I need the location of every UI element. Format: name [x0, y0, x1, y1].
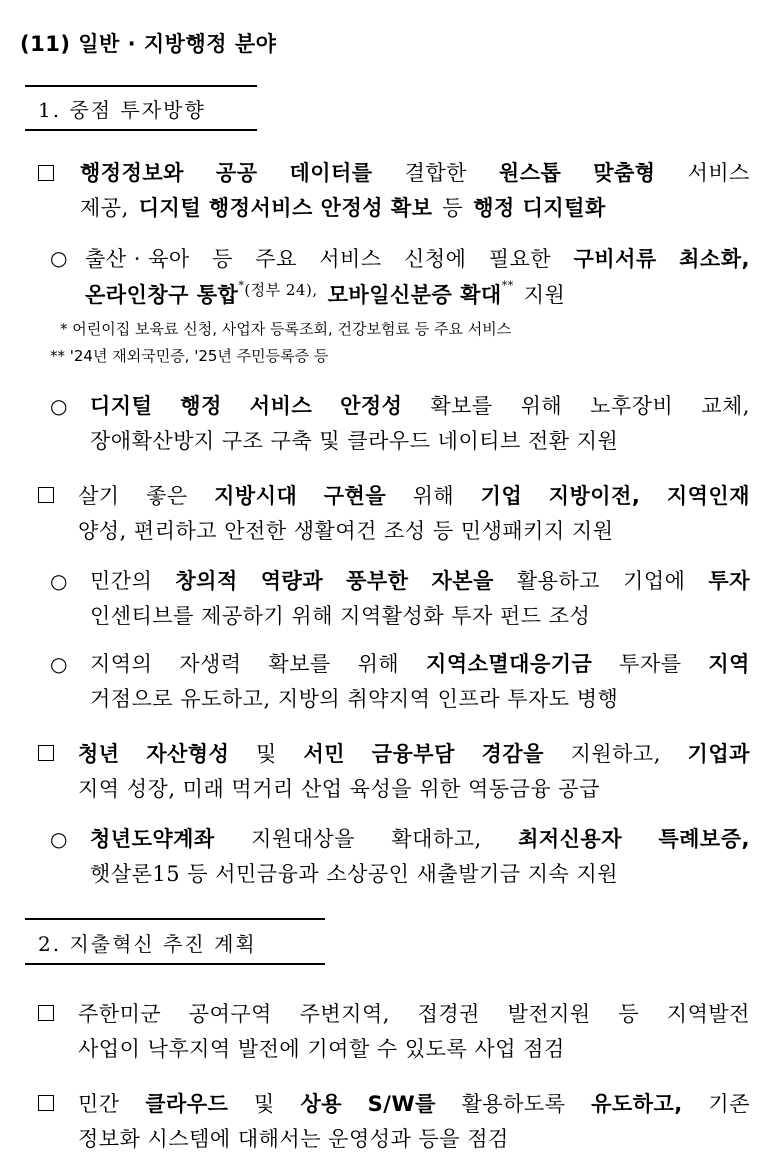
- paragraph-line: [90, 600, 590, 630]
- section-rule-bottom: [25, 963, 325, 965]
- text-word: 결합한: [404, 161, 467, 185]
- text-word: 클라우드: [145, 1092, 229, 1116]
- text-word: 지역소멸대응기금: [426, 652, 593, 676]
- paragraph-line: [90, 425, 618, 455]
- text-word: 행정 디지털화: [473, 196, 606, 220]
- text-word: 주변지역,: [299, 1002, 390, 1026]
- text-word: 서비스: [687, 161, 750, 185]
- text-word: 자생력: [179, 652, 242, 676]
- section-rule-bottom: [25, 129, 257, 131]
- text-word: 청년도약계좌: [90, 827, 215, 851]
- text-word: 서비스: [249, 394, 313, 418]
- text-word: 기존: [708, 1092, 750, 1116]
- section-rule-top: [25, 918, 325, 920]
- text-word: 주요: [255, 247, 297, 271]
- text-word: 기업에: [623, 569, 686, 593]
- paragraph-line: [78, 1088, 750, 1118]
- section-title-2: 2. 지출혁신 추진 계획: [38, 932, 257, 956]
- text-word: 공여구역: [188, 1002, 272, 1026]
- text-word: 및: [254, 1092, 275, 1116]
- footnote-2: ** '24년 재외국민증, '25년 주민등록증 등: [50, 347, 329, 365]
- paragraph-line: [90, 648, 750, 678]
- text-word: 구비서류: [573, 247, 657, 271]
- text-word: 기업: [480, 484, 523, 508]
- paragraph-line: [85, 279, 565, 309]
- text-word: 최소화,: [679, 247, 750, 271]
- text-word: 지원하고,: [570, 742, 661, 766]
- text-word: 역량과: [260, 569, 324, 593]
- text-word: 교체,: [701, 394, 750, 418]
- text-word: 행정: [180, 394, 222, 418]
- paragraph-line: [90, 858, 618, 888]
- text-word: 지방시대: [214, 484, 298, 508]
- text-word: 접경권: [417, 1002, 480, 1026]
- text-word: 공공: [215, 161, 258, 185]
- footnote-mark: **: [501, 279, 514, 292]
- text-word: 지원대상을: [251, 827, 356, 851]
- paragraph-line: [85, 243, 750, 273]
- text-word: 행정정보와: [80, 161, 184, 185]
- text-word: 디지털 행정서비스 안정성 확보: [138, 196, 433, 220]
- paragraph-line: [90, 683, 618, 713]
- text-word: 서비스: [319, 247, 382, 271]
- text-line: 지역 성장, 미래 먹거리 산업 육성을 위한 역동금융 공급: [78, 777, 600, 801]
- text-word: 자산형성: [146, 742, 230, 766]
- text-word: 좋은: [146, 484, 188, 508]
- text-word: 지역: [708, 652, 750, 676]
- text-word: 지역의: [90, 652, 153, 676]
- text-word: 위해: [412, 484, 455, 508]
- text-line: 거점으로 유도하고, 지방의 취약지역 인프라 투자도 병행: [90, 687, 619, 711]
- text-word: 확보를: [430, 394, 493, 418]
- text-word: 주한미군: [78, 1002, 162, 1026]
- checkbox-square-icon: [38, 1005, 54, 1021]
- text-line: 양성, 편리하고 안전한 생활여건 조성 등 민생패키지 지원: [78, 519, 614, 543]
- page-title: (11) 일반 · 지방행정 분야: [20, 32, 277, 56]
- text-word: 투자: [708, 569, 750, 593]
- text-word: 위해: [520, 394, 563, 418]
- text-word: 특례보증,: [658, 827, 750, 851]
- checkbox-square-icon: [38, 487, 54, 503]
- text-word: 지역인재: [666, 484, 750, 508]
- text-word: 발전지원: [507, 1002, 591, 1026]
- text-word: 최저신용자: [518, 827, 622, 851]
- text-line: 사업이 낙후지역 발전에 기여할 수 있도록 사업 점검: [78, 1037, 565, 1061]
- text-word: 노후장비: [590, 394, 674, 418]
- text-word: S/W를: [367, 1092, 436, 1116]
- text-word: 청년: [78, 742, 120, 766]
- text-word: 등: [618, 1002, 640, 1026]
- text-word: 및: [256, 742, 277, 766]
- text-line: 인센티브를 제공하기 위해 지역활성화 투자 펀드 조성: [90, 604, 591, 628]
- text-word: 온라인창구 통합: [85, 283, 239, 307]
- paragraph-line: [78, 738, 750, 768]
- text-word: 활용하도록: [461, 1092, 566, 1116]
- paragraph-line: [78, 480, 750, 510]
- text-word: 풍부한: [346, 569, 409, 593]
- text-word: 민간: [78, 1092, 120, 1116]
- paragraph-line: [78, 1033, 565, 1063]
- paragraph-line: [90, 390, 750, 420]
- text-word: 신청에: [404, 247, 467, 271]
- circle-bullet-icon: ○: [50, 246, 68, 270]
- circle-bullet-icon: ○: [50, 569, 68, 593]
- text-word: 자본을: [431, 569, 494, 593]
- text-word: 유도하고,: [591, 1092, 683, 1116]
- text-word: 출산 · 육아: [85, 247, 190, 271]
- text-word: 투자를: [619, 652, 682, 676]
- text-word: 디지털: [90, 394, 153, 418]
- circle-bullet-icon: ○: [50, 652, 68, 676]
- checkbox-square-icon: [38, 745, 54, 761]
- text-word: 기업과: [687, 742, 750, 766]
- text-word: 위해: [357, 652, 400, 676]
- text-line: 햇살론15 등 서민금융과 소상공인 새출발기금 지속 지원: [90, 862, 619, 886]
- section-rule-top: [25, 85, 257, 87]
- text-word: 상용: [300, 1092, 343, 1116]
- text-word: 안정성: [340, 394, 403, 418]
- text-word: 원스톱: [498, 161, 562, 185]
- text-line: 정보화 시스템에 대해서는 운영성과 등을 점검: [78, 1127, 509, 1151]
- text-word: 확대하고,: [391, 827, 482, 851]
- text-word: 금융부담: [371, 742, 455, 766]
- paragraph-line: [80, 157, 750, 187]
- footnote-1: * 어린이집 보육료 신청, 사업자 등록조회, 건강보험료 등 주요 서비스: [60, 320, 512, 338]
- circle-bullet-icon: ○: [50, 394, 68, 418]
- text-word: 모바일신분증 확대: [327, 283, 502, 307]
- text-word: 맞춤형: [593, 161, 656, 185]
- text-word: 등: [442, 196, 464, 220]
- text-word: 지역발전: [666, 1002, 750, 1026]
- paragraph-line: [78, 773, 600, 803]
- paragraph-line: [80, 192, 606, 222]
- text-line: 장애확산방지 구조 구축 및 클라우드 네이티브 전환 지원: [90, 429, 619, 453]
- text-word: 필요한: [488, 247, 552, 271]
- text-word: 활용하고: [516, 569, 601, 593]
- text-word: 민간의: [90, 569, 153, 593]
- text-word: 경감을: [481, 742, 544, 766]
- section-title-1: 1. 중점 투자방향: [38, 98, 206, 122]
- text-word: 확보를: [268, 652, 331, 676]
- text-word: 창의적: [175, 569, 238, 593]
- checkbox-square-icon: [38, 165, 54, 181]
- text-word: 지방이전,: [548, 484, 641, 508]
- text-word: 등: [212, 247, 233, 271]
- text-word: (정부 24),: [244, 281, 318, 299]
- paragraph-line: [78, 1123, 509, 1153]
- paragraph-line: [90, 565, 750, 595]
- circle-bullet-icon: ○: [50, 827, 68, 851]
- text-word: 서민: [303, 742, 346, 766]
- text-word: 구현을: [323, 484, 387, 508]
- checkbox-square-icon: [38, 1095, 54, 1111]
- paragraph-line: [78, 998, 750, 1028]
- text-word: 지원: [523, 283, 566, 307]
- text-word: 데이터를: [289, 161, 373, 185]
- paragraph-line: [78, 515, 613, 545]
- footnote-mark: *: [238, 279, 245, 292]
- text-word: 살기: [78, 484, 120, 508]
- paragraph-line: [90, 823, 750, 853]
- text-word: 제공,: [80, 196, 129, 220]
